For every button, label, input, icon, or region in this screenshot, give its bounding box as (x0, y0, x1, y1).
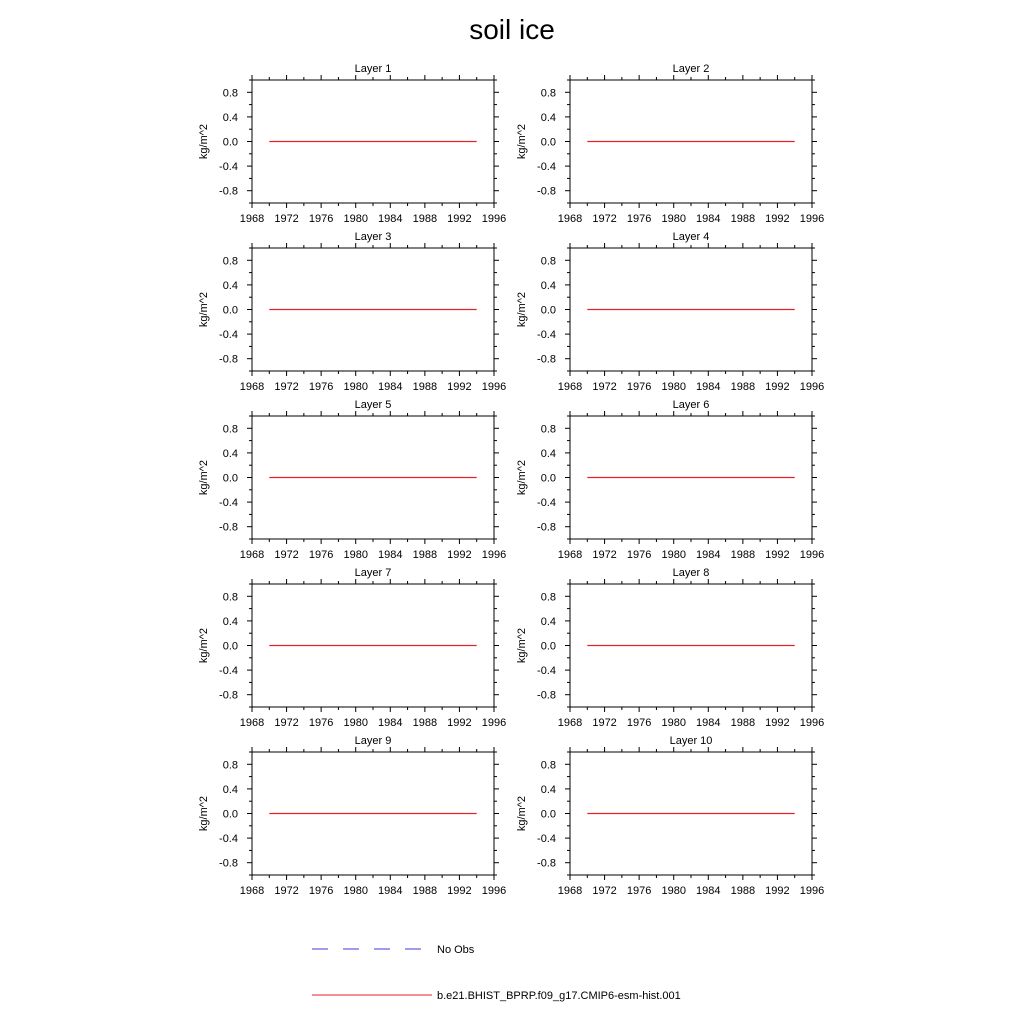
y-tick-label: 0.4 (222, 447, 238, 460)
y-tick-label: 0.8 (222, 423, 238, 436)
x-tick-label: 1988 (730, 213, 756, 225)
x-tick-label: 1976 (626, 549, 652, 561)
y-tick-label: -0.8 (537, 857, 556, 870)
y-tick-label: 0.0 (222, 472, 238, 485)
x-tick-label: 1984 (378, 549, 403, 561)
y-axis-label: kg/m^2 (516, 627, 528, 664)
legend-label: No Obs (437, 944, 475, 956)
y-tick-label: -0.4 (219, 161, 238, 174)
y-tick-label: 0.8 (540, 759, 556, 772)
x-tick-label: 1992 (765, 717, 790, 729)
y-tick-label: -0.8 (219, 689, 238, 702)
x-tick-label: 1988 (412, 717, 438, 729)
y-tick-label: -0.4 (219, 497, 238, 510)
y-tick-label: 0.8 (540, 423, 556, 436)
y-tick-label: 0.0 (540, 640, 556, 653)
x-tick-label: 1992 (447, 549, 472, 561)
x-tick-label: 1980 (343, 381, 368, 393)
y-tick-label: 0.4 (540, 615, 556, 628)
panel-title: Layer 1 (354, 63, 392, 75)
x-tick-label: 1972 (274, 717, 299, 729)
x-tick-label: 1980 (343, 213, 368, 225)
y-tick-label: -0.8 (537, 521, 556, 534)
x-tick-label: 1976 (626, 885, 652, 897)
x-tick-label: 1976 (626, 381, 652, 393)
panel-title: Layer 8 (672, 567, 710, 579)
x-tick-label: 1984 (696, 885, 721, 897)
x-tick-label: 1996 (481, 213, 507, 225)
panel-title: Layer 2 (672, 63, 710, 75)
x-tick-label: 1992 (447, 717, 472, 729)
x-tick-label: 1972 (592, 213, 617, 225)
x-tick-label: 1984 (696, 213, 721, 225)
y-axis-label: kg/m^2 (198, 795, 210, 832)
x-tick-label: 1988 (730, 549, 756, 561)
x-tick-label: 1984 (696, 381, 721, 393)
panel-title: Layer 10 (669, 735, 713, 747)
y-tick-label: 0.4 (222, 279, 238, 292)
y-tick-label: 0.0 (540, 808, 556, 821)
x-tick-label: 1996 (799, 381, 825, 393)
x-tick-label: 1984 (378, 717, 403, 729)
x-tick-label: 1984 (696, 717, 721, 729)
x-tick-label: 1968 (239, 549, 265, 561)
y-axis-label: kg/m^2 (516, 291, 528, 328)
x-tick-label: 1992 (447, 213, 472, 225)
y-tick-label: 0.4 (222, 783, 238, 796)
y-tick-label: -0.8 (537, 689, 556, 702)
y-tick-label: 0.8 (540, 591, 556, 604)
x-tick-label: 1980 (343, 885, 368, 897)
y-tick-label: 0.0 (222, 808, 238, 821)
y-tick-label: -0.8 (219, 857, 238, 870)
y-tick-label: -0.4 (219, 833, 238, 846)
x-tick-label: 1984 (378, 885, 403, 897)
x-tick-label: 1968 (239, 885, 265, 897)
x-tick-label: 1988 (412, 213, 438, 225)
x-tick-label: 1972 (592, 717, 617, 729)
panel-title: Layer 9 (354, 735, 392, 747)
x-tick-label: 1996 (481, 717, 507, 729)
y-tick-label: 0.8 (222, 759, 238, 772)
y-axis-label: kg/m^2 (516, 459, 528, 496)
x-tick-label: 1968 (557, 549, 583, 561)
panel-title: Layer 7 (354, 567, 392, 579)
legend-label: b.e21.BHIST_BPRP.f09_g17.CMIP6-esm-hist.001 (437, 990, 681, 1002)
x-tick-label: 1984 (696, 549, 721, 561)
x-tick-label: 1992 (447, 381, 472, 393)
y-tick-label: 0.8 (222, 591, 238, 604)
y-tick-label: 0.4 (540, 447, 556, 460)
x-tick-label: 1968 (239, 717, 265, 729)
y-tick-label: 0.0 (222, 136, 238, 149)
y-tick-label: 0.0 (222, 304, 238, 317)
y-tick-label: 0.8 (222, 255, 238, 268)
y-tick-label: -0.8 (219, 353, 238, 366)
x-tick-label: 1988 (730, 381, 756, 393)
x-tick-label: 1992 (765, 213, 790, 225)
y-tick-label: 0.4 (540, 111, 556, 124)
x-tick-label: 1968 (239, 213, 265, 225)
x-tick-label: 1996 (799, 213, 825, 225)
x-tick-label: 1988 (730, 717, 756, 729)
x-tick-label: 1968 (557, 213, 583, 225)
y-tick-label: 0.4 (222, 615, 238, 628)
x-tick-label: 1972 (274, 885, 299, 897)
x-tick-label: 1996 (481, 549, 507, 561)
y-tick-label: 0.4 (222, 111, 238, 124)
x-tick-label: 1996 (799, 549, 825, 561)
x-tick-label: 1992 (447, 885, 472, 897)
x-tick-label: 1968 (239, 381, 265, 393)
y-tick-label: -0.8 (537, 353, 556, 366)
y-tick-label: -0.8 (219, 521, 238, 534)
x-tick-label: 1996 (799, 885, 825, 897)
y-tick-label: 0.0 (222, 640, 238, 653)
y-tick-label: -0.8 (537, 185, 556, 198)
x-tick-label: 1984 (378, 213, 403, 225)
panel-title: Layer 4 (672, 231, 710, 243)
x-tick-label: 1992 (765, 381, 790, 393)
x-tick-label: 1972 (274, 381, 299, 393)
y-tick-label: -0.4 (537, 833, 556, 846)
x-tick-label: 1984 (378, 381, 403, 393)
y-tick-label: 0.8 (540, 255, 556, 268)
x-tick-label: 1996 (481, 381, 507, 393)
x-tick-label: 1968 (557, 381, 583, 393)
y-tick-label: -0.4 (537, 329, 556, 342)
x-tick-label: 1988 (730, 885, 756, 897)
x-tick-label: 1968 (557, 885, 583, 897)
y-axis-label: kg/m^2 (198, 291, 210, 328)
y-tick-label: 0.4 (540, 279, 556, 292)
y-tick-label: 0.0 (540, 472, 556, 485)
y-tick-label: 0.0 (540, 136, 556, 149)
x-tick-label: 1976 (308, 885, 334, 897)
x-tick-label: 1996 (799, 717, 825, 729)
x-tick-label: 1972 (592, 549, 617, 561)
y-tick-label: -0.4 (537, 161, 556, 174)
x-tick-label: 1980 (661, 717, 686, 729)
x-tick-label: 1980 (661, 885, 686, 897)
y-tick-label: 0.4 (540, 783, 556, 796)
x-tick-label: 1980 (343, 717, 368, 729)
panel-title: Layer 6 (672, 399, 710, 411)
x-tick-label: 1980 (661, 549, 686, 561)
y-axis-label: kg/m^2 (516, 795, 528, 832)
x-tick-label: 1980 (661, 213, 686, 225)
x-tick-label: 1976 (308, 549, 334, 561)
panel-title: Layer 3 (354, 231, 392, 243)
x-tick-label: 1976 (308, 213, 334, 225)
y-axis-label: kg/m^2 (198, 123, 210, 160)
y-tick-label: 0.8 (540, 87, 556, 100)
y-axis-label: kg/m^2 (516, 123, 528, 160)
y-tick-label: -0.4 (537, 665, 556, 678)
x-tick-label: 1988 (412, 381, 438, 393)
x-tick-label: 1988 (412, 885, 438, 897)
x-tick-label: 1980 (343, 549, 368, 561)
y-axis-label: kg/m^2 (198, 627, 210, 664)
x-tick-label: 1992 (765, 549, 790, 561)
x-tick-label: 1976 (308, 381, 334, 393)
x-tick-label: 1980 (661, 381, 686, 393)
panel-title: Layer 5 (354, 399, 392, 411)
y-axis-label: kg/m^2 (198, 459, 210, 496)
y-tick-label: 0.0 (540, 304, 556, 317)
x-tick-label: 1972 (592, 885, 617, 897)
y-tick-label: -0.4 (537, 497, 556, 510)
x-tick-label: 1976 (308, 717, 334, 729)
x-tick-label: 1972 (592, 381, 617, 393)
x-tick-label: 1972 (274, 549, 299, 561)
x-tick-label: 1996 (481, 885, 507, 897)
x-tick-label: 1968 (557, 717, 583, 729)
x-tick-label: 1992 (765, 885, 790, 897)
y-tick-label: -0.4 (219, 329, 238, 342)
x-tick-label: 1976 (626, 717, 652, 729)
x-tick-label: 1976 (626, 213, 652, 225)
main-title: soil ice (469, 14, 555, 45)
x-tick-label: 1988 (412, 549, 438, 561)
y-tick-label: 0.8 (222, 87, 238, 100)
y-tick-label: -0.8 (219, 185, 238, 198)
x-tick-label: 1972 (274, 213, 299, 225)
y-tick-label: -0.4 (219, 665, 238, 678)
